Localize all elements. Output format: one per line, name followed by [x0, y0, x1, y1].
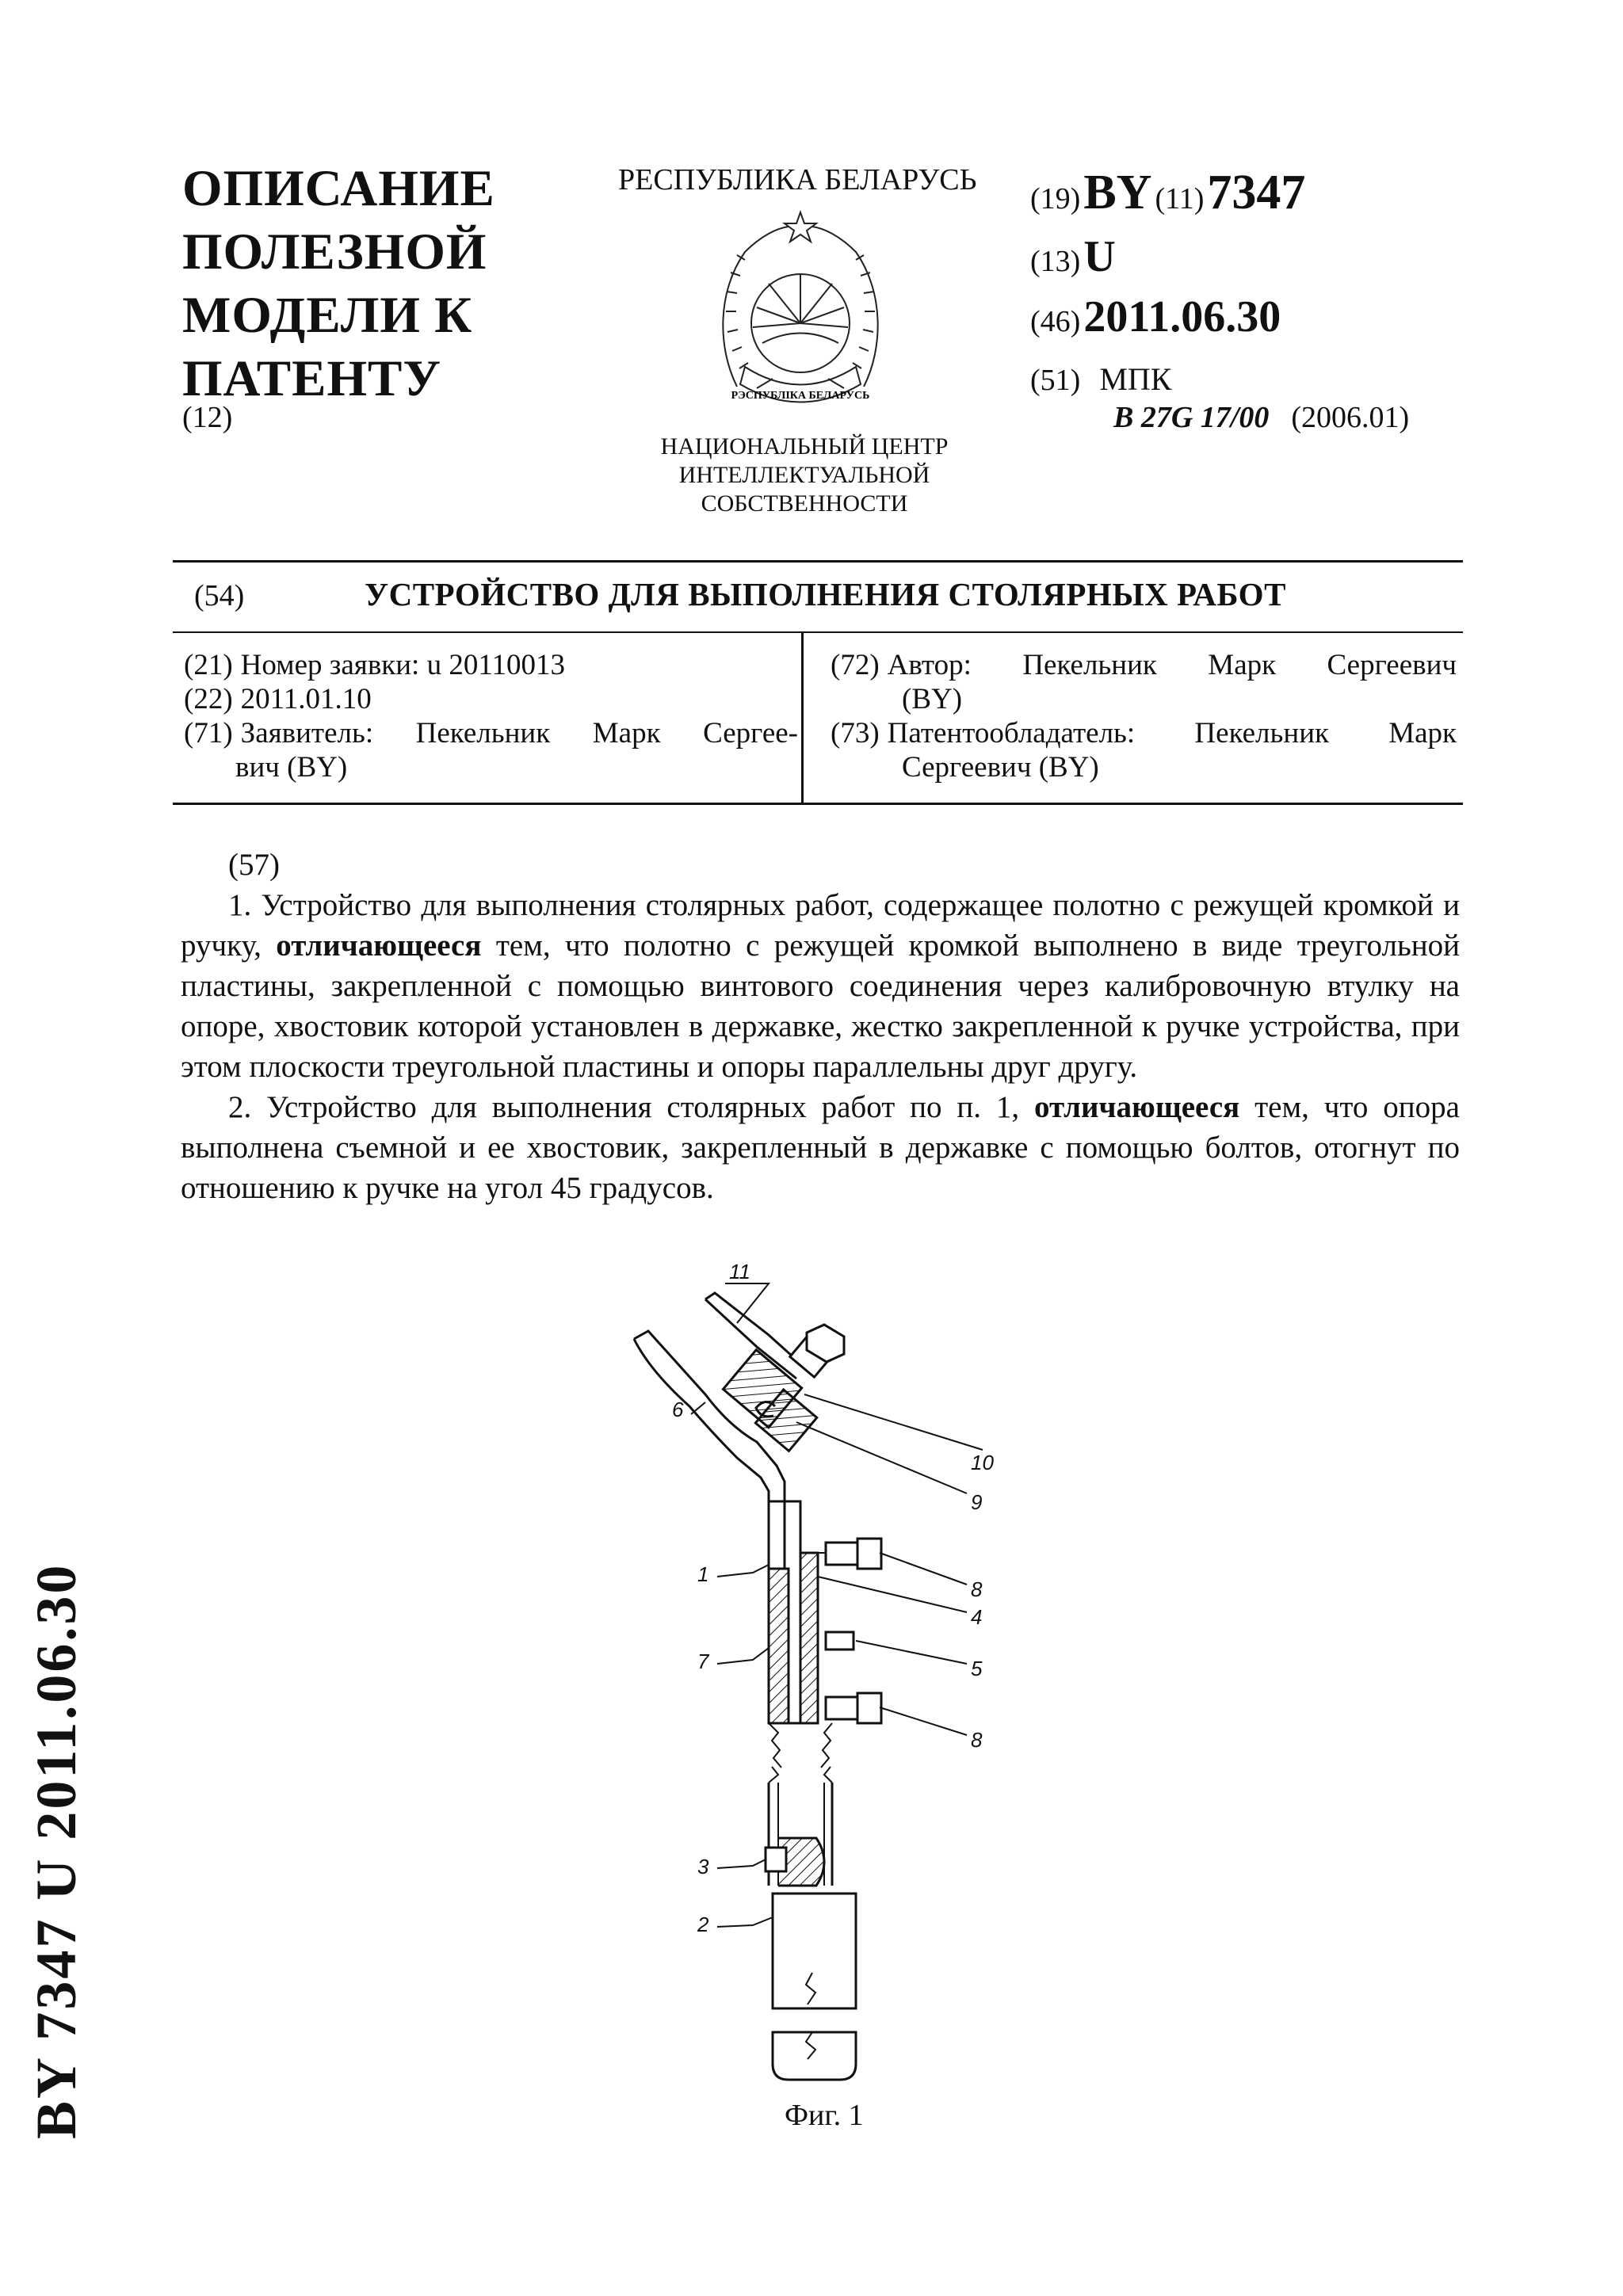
applicant-cont: вич (BY)	[235, 751, 348, 784]
fields-left	[184, 648, 798, 784]
republic-name: РЕСПУБЛИКА БЕЛАРУСЬ	[618, 163, 977, 196]
kind-code: (12)	[182, 401, 233, 434]
figure-label: 9	[971, 1490, 983, 1514]
claim-1-text-cont: тем, что полотно с режущей кромкой выполнено в виде треугольной пластины, закрепленной с помощью винтового соединения через калибровочную втулку на опоре, хвостовик которой установлен в державке, жестко закрепленной к ручке устройства, при этом плоскости треугольной пластины и опоры параллельны друг другу.	[181, 929, 1460, 1084]
fields-right	[831, 648, 1457, 784]
document-title-line: ОПИСАНИЕ	[182, 160, 495, 217]
inid-13: (13)	[1030, 245, 1081, 278]
claims	[181, 845, 1460, 1208]
inid-72: (72)	[831, 649, 880, 681]
applicant: Заявитель: Пекельник Марк Сергее-	[240, 717, 798, 749]
field-73	[831, 716, 1457, 750]
inid-71: (71)	[184, 717, 233, 749]
bib-country-number	[1030, 165, 1305, 221]
bib-ipc-code	[1113, 400, 1409, 435]
inid-73: (73)	[831, 717, 880, 749]
figure-label: 1	[697, 1562, 709, 1586]
figure-label: 4	[971, 1605, 983, 1629]
figure-drawing	[618, 1260, 1094, 2084]
inid-54: (54)	[194, 579, 245, 612]
doc-kind: U	[1083, 232, 1116, 281]
state-emblem-icon	[713, 204, 888, 423]
field-71	[184, 716, 798, 750]
application-number: Номер заявки: u 20110013	[240, 649, 565, 681]
inid-46: (46)	[1030, 305, 1081, 338]
figure-caption: Фиг. 1	[785, 2099, 864, 2132]
emblem-ribbon-text: РЭСПУБЛІКА БЕЛАРУСЬ	[731, 390, 870, 402]
claim-1	[181, 885, 1460, 1087]
publication-date: 2011.06.30	[1083, 292, 1281, 341]
claim-2-text-cont: тем, что опора выполнена съемной и ее хвостовик, закрепленный в державке с помощью болтов, отогнут по отношению к ручке на угол 45 градусов.	[181, 1090, 1460, 1205]
field-21	[184, 648, 798, 682]
bib-doc-kind	[1030, 231, 1116, 282]
patent-owner-cont: Сергеевич (BY)	[902, 751, 1099, 784]
claim-1-text: 1. Устройство для выполнения столярных работ, содержащее полотно с режущей кромкой и ручку,	[181, 888, 1460, 963]
document-title-line: МОДЕЛИ К	[182, 287, 473, 344]
document-title	[182, 157, 626, 410]
figure-label: 6	[672, 1398, 684, 1421]
ipc-version: (2006.01)	[1291, 401, 1410, 434]
author-cont: (BY)	[902, 683, 963, 715]
claim-2	[181, 1087, 1460, 1208]
office-name-line: ИНТЕЛЛЕКТУАЛЬНОЙ	[678, 462, 930, 488]
claim-1-keyword: отличающееся	[276, 929, 482, 963]
filing-date: 2011.01.10	[240, 683, 372, 715]
figure-label: 2	[697, 1913, 709, 1936]
invention-title: УСТРОЙСТВО ДЛЯ ВЫПОЛНЕНИЯ СТОЛЯРНЫХ РАБОТ	[365, 576, 1286, 612]
patent-number: 7347	[1207, 166, 1306, 219]
document-title-line: ПОЛЕЗНОЙ	[182, 223, 487, 280]
field-72	[831, 648, 1457, 682]
country-code: BY	[1083, 166, 1152, 219]
claim-2-keyword: отличающееся	[1034, 1090, 1240, 1124]
inid-21: (21)	[184, 649, 233, 681]
office-name	[634, 433, 975, 518]
inid-57: (57)	[228, 848, 280, 882]
ipc-label: МПК	[1099, 361, 1172, 397]
side-identifier: BY 7347 U 2011.06.30	[25, 1562, 88, 2139]
figure-label: 5	[971, 1657, 983, 1680]
author: Автор: Пекельник Марк Сергеевич	[887, 649, 1457, 681]
figure-label: 8	[971, 1577, 983, 1601]
inid-22: (22)	[184, 683, 233, 715]
field-22	[184, 682, 798, 716]
patent-owner: Патентообладатель: Пекельник Марк	[887, 717, 1457, 749]
rule-divider	[801, 631, 804, 803]
office-name-line: СОБСТВЕННОСТИ	[701, 490, 908, 517]
figure-label: 10	[971, 1451, 994, 1474]
inid-19: (19)	[1030, 182, 1081, 215]
inid-11: (11)	[1155, 182, 1205, 215]
ipc-code: B 27G 17/00	[1113, 401, 1270, 434]
office-name-line: НАЦИОНАЛЬНЫЙ ЦЕНТР	[660, 433, 949, 460]
figure-label: 7	[697, 1650, 709, 1673]
bib-ipc	[1030, 360, 1171, 398]
figure-label: 8	[971, 1728, 983, 1752]
claim-2-text: 2. Устройство для выполнения столярных работ по п. 1,	[228, 1090, 1034, 1124]
figure-label: 11	[729, 1260, 750, 1283]
rule-bottom	[173, 803, 1463, 805]
bib-pub-date	[1030, 292, 1281, 342]
rule-top	[173, 560, 1463, 563]
inid-51: (51)	[1030, 364, 1081, 397]
document-title-line: ПАТЕНТУ	[182, 350, 442, 407]
figure-label: 3	[697, 1855, 709, 1878]
rule-title	[173, 631, 1463, 633]
